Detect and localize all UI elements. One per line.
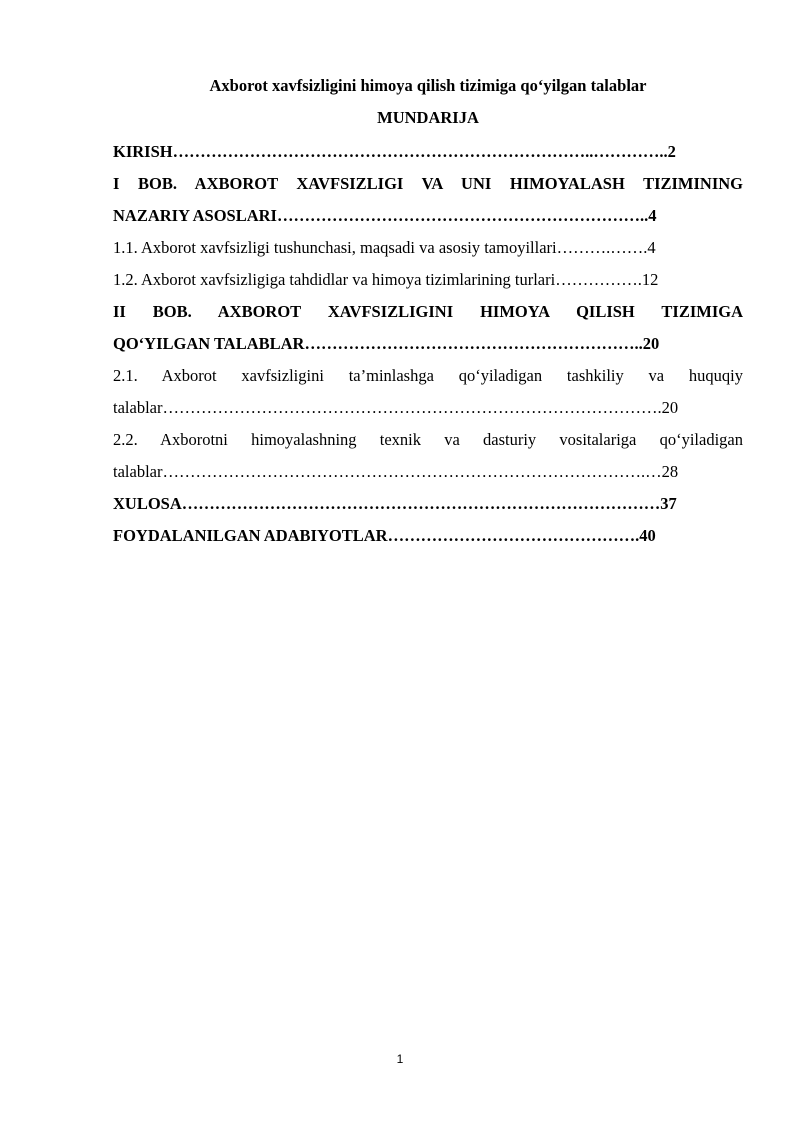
toc-entry-section-2-1-line-2[interactable]: talablar……………………………………………………………………………….20 (113, 398, 679, 417)
toc-entry-section-2-1-line-1[interactable]: 2.1. Axborot xavfsizligini ta’minlashga qo‘yiladigan tashkiliy va huquqiy (113, 366, 743, 385)
toc-entry-section-2-2-line-2[interactable]: talablar…………………………………………………………………………….…28 (113, 462, 679, 481)
page-number: 1 (396, 1052, 404, 1066)
toc-entry-chapter-1-line-1[interactable]: I BOB. AXBOROT XAVFSIZLIGI VA UNI HIMOYALASH TIZIMINING (113, 174, 743, 193)
toc-heading: MUNDARIJA (377, 108, 479, 127)
toc-entry-chapter-2-line-1[interactable]: II BOB. AXBOROT XAVFSIZLIGINI HIMOYA QILISH TIZIMIGA (113, 302, 743, 321)
toc-entry-adabiyotlar[interactable]: FOYDALANILGAN ADABIYOTLAR……………………………………….40 (113, 526, 656, 545)
toc-entry-section-1-1[interactable]: 1.1. Axborot xavfsizligi tushunchasi, maqsadi va asosiy tamoyillari……….…….4 (113, 238, 656, 257)
toc-entry-section-2-2-line-1[interactable]: 2.2. Axborotni himoyalashning texnik va dasturiy vositalariga qo‘yiladigan (113, 430, 743, 449)
document-title: Axborot xavfsizligini himoya qilish tizimiga qo‘yilgan talablar (209, 76, 647, 95)
toc-entry-section-1-2[interactable]: 1.2. Axborot xavfsizligiga tahdidlar va himoya tizimlarining turlari…………….12 (113, 270, 659, 289)
table-of-contents (113, 136, 743, 552)
toc-entry-chapter-2-line-2[interactable]: QO‘YILGAN TALABLAR……………………………………………………..20 (113, 334, 660, 353)
toc-entry-kirish[interactable]: KIRISH…………………………………………………………………..…………..2 (113, 142, 676, 161)
toc-entry-xulosa[interactable]: XULOSA……………………………………………………………………………37 (113, 494, 677, 513)
document-page (113, 70, 743, 552)
toc-entry-chapter-1-line-2[interactable]: NAZARIY ASOSLARI…………………………………………………………..4 (113, 206, 657, 225)
